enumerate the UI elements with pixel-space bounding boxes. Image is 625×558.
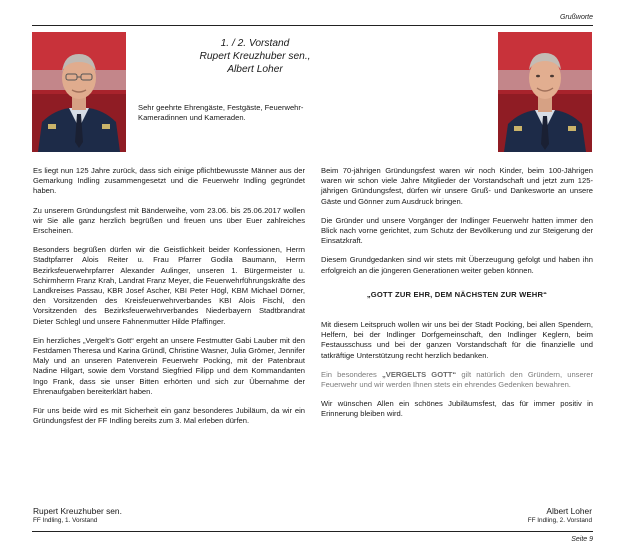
- paragraph: Besonders begrüßen dürfen wir die Geistlichkeit beider Konfessionen, Herrn Stadtpfarrer Alois Reiter u. Frau Pfarrer Godila Baumann, Herrn Bezirksfeuerwehrpfarrer Alexander Aulinger, unseren 1. Bürgermeister u. Schirmherrn Franz Krah, Landrat Franz Meyer, die Feuerwehrführungskräfte des Landkreises Passau, KBR Josef Ascher, KBI Peter Högl, KBM Michael Dörner, den Vorsitzenden des Kreisfeuerwehrverbandes KBI Alois Fischl, den Vorsitzenden des Bezirksfeuerwehrverbandes Niederbayern Stadtbrandrat Dieter Schlegl und unsere Fahnenmutter Hilde Pfaffinger.: [33, 245, 305, 326]
- title-line-1: 1. / 2. Vorstand: [220, 38, 290, 49]
- signature-role: FF Indling, 1. Vorstand: [33, 517, 98, 524]
- bottom-rule: [32, 531, 593, 532]
- top-rule: [32, 25, 593, 26]
- paragraph: Diesem Grundgedanken sind wir stets mit Überzeugung gefolgt und haben ihn erfolgreich an die jüngeren Generationen weiter geben können.: [321, 255, 593, 275]
- signature-name: Rupert Kreuzhuber sen.: [33, 506, 122, 516]
- greeting-text: Sehr geehrte Ehrengäste, Festgäste, Feuerwehr-Kameradinnen und Kameraden.: [138, 103, 304, 123]
- title-line-3: Albert Loher: [227, 64, 283, 75]
- right-text-column: [321, 166, 593, 429]
- portrait-photo-left: [32, 32, 126, 152]
- paragraph: Beim 70-jährigen Gründungsfest waren wir noch Kinder, beim 100-Jährigen waren wir schon viele Jahre Mitglieder der Vorstandschaft und jetzt zum 125-jährigen Gründungsfest, dürfen wir unsere Gruß- und Dankesworte an unsere Gäste und Gönner zum Ausdruck bringen.: [321, 166, 593, 206]
- paragraph: Ein herzliches „Vergelt’s Gott“ ergeht an unsere Festmutter Gabi Lauber mit den Festdamen Theresa und Karina Gründl, Christine Wasner, Julia Grömer, Jennifer Maly und an unseren Patenverein Feuerwehr Pocking, mit der Patenbraut Nadine Hilgart, sowie dem Vorstand Siegfried Filipp und dem Kommandanten Ingo Frank, dass sie unser Bitten erhörten und sich zur Übernahme der Ehrenaufgaben bereiterklärt haben.: [33, 335, 305, 396]
- signature-left: [33, 506, 122, 525]
- vergelts-gott-emphasis: „VERGELTS GOTT“: [381, 369, 457, 379]
- title-block: [130, 37, 380, 76]
- paragraph-highlight: [321, 370, 593, 390]
- signature-role: FF Indling, 2. Vorstand: [527, 517, 592, 524]
- section-label: Grußworte: [559, 14, 593, 21]
- paragraph-suffix: gilt natürlich den Gründern, unserer Feuerwehr und wir werden Ihnen stets ein ehrendes Gedenken bewahren.: [321, 369, 593, 390]
- paragraph: Mit diesem Leitspruch wollen wir uns bei der Stadt Pocking, bei allen Spendern, Helfern, bei der Indlinger Dorfgemeinschaft, den Indlinger Keglern, beim Festausschuss und bei der ganzen Vorstandschaft für die finanzielle und tatkräftige Unterstützung recht herzlich bedanken.: [321, 320, 593, 360]
- signature-right: [528, 506, 592, 525]
- paragraph: Wir wünschen Allen ein schönes Jubiläumsfest, das für immer positiv in Erinnerung bleiben wird.: [321, 399, 593, 419]
- signature-name: Albert Loher: [546, 506, 592, 516]
- paragraph: Es liegt nun 125 Jahre zurück, dass sich einige pflichtbewusste Männer aus der Gemarkung Indling zusammengesetzt und die Feuerwehr Indling gegründet haben.: [33, 166, 305, 196]
- paragraph: Die Gründer und unsere Vorgänger der Indlinger Feuerwehr hatten immer den Blick nach vorne gerichtet, zum Schutz der Bevölkerung und zur Steigerung der Einsatzkraft.: [321, 215, 593, 246]
- title-line-2: Rupert Kreuzhuber sen.,: [199, 51, 311, 62]
- paragraph: Für uns beide wird es mit Sicherheit ein ganz besonderes Jubiläum, da wir ein Gründungsfest der FF Indling bereits zum 3. Mal erleben dürfen.: [33, 406, 305, 426]
- left-text-column: [33, 166, 305, 435]
- paragraph: Zu unserem Gründungsfest mit Bänderweihe, vom 23.06. bis 25.06.2017 wollen wir Sie alle ganz herzlich begrüßen und freuen uns über Euer zahlreiches Erscheinen.: [33, 205, 305, 236]
- portrait-photo-right: [498, 32, 592, 152]
- paragraph-prefix: Ein besonderes: [321, 369, 382, 379]
- page-number: Seite 9: [571, 536, 593, 543]
- motto: „GOTT ZUR EHR, DEM NÄCHSTEN ZUR WEHR“: [366, 289, 548, 299]
